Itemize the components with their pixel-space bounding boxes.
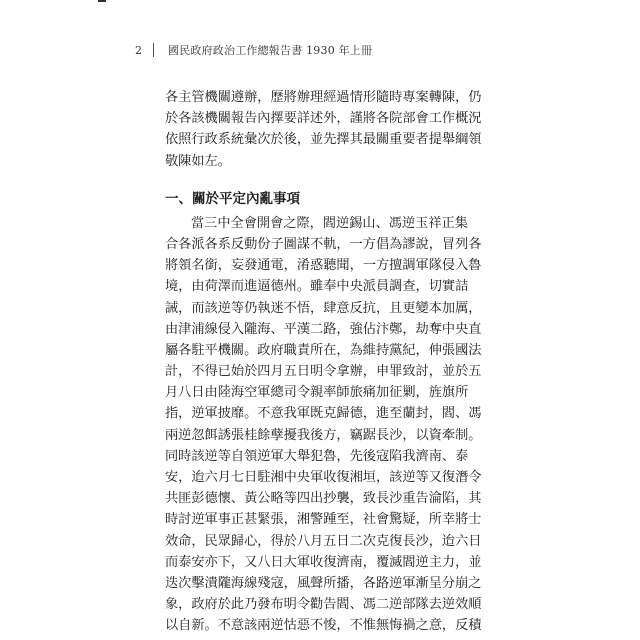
section-paragraph (165, 213, 485, 637)
text-line: 共匪彭德懷、黃公略等四出抄襲，致長沙重告淪陷，其 (165, 491, 482, 507)
page-header (135, 42, 372, 58)
text-line: 依照行政系統彙次於後，並先擇其最關重要者提舉綱領 (165, 132, 482, 148)
text-line: 象，政府於此乃發布明令勸告閻、馮二逆部隊去逆效順 (165, 597, 482, 613)
top-edge-mark (98, 0, 106, 2)
text-line: 當三中全會開會之際，閻逆錫山、馮逆玉祥正集 (191, 215, 468, 231)
header-divider (153, 43, 154, 57)
text-line: 安，迨六月七日駐湘中央軍收復湘垣，該逆等又復潛令 (165, 470, 482, 485)
page-body (165, 87, 485, 637)
text-line: 合各派各系反動份子圖謀不軌，一方倡為謬說，冒列各 (165, 236, 482, 252)
page-number: 2 (135, 43, 142, 57)
text-line: 同時該逆等自領逆軍大舉犯魯，先後寇陷我濟南、泰 (165, 448, 469, 464)
section-heading: 一、關於平定內亂事項 (165, 190, 300, 207)
running-title: 國民政府政治工作總報告書 1930 年上冊 (168, 44, 373, 57)
text-line: 兩逆忽餌誘張桂餘孽擾我後方，竊踞長沙，以資牽制。 (165, 427, 482, 443)
intro-paragraph (165, 87, 485, 172)
text-line: 屬各駐平機關。政府職責所在，為維持黨紀，伸張國法 (165, 342, 482, 358)
text-line: 境，由荷澤而進逼德州。雖奉中央派員調查，切實詰 (165, 279, 469, 295)
text-line: 效命，民眾歸心，得於八月五日二次克復長沙，迨六日 (165, 533, 482, 549)
text-line: 各主管機關遵辦，歷將辦理經過情形隨時專案轉陳，仍 (165, 90, 482, 105)
text-line: 敬陳如左。 (165, 153, 231, 169)
text-line: 月八日由陸海空軍總司令親率師旅痛加征剿，旌旗所 (165, 385, 469, 401)
text-line: 誡，而該逆等仍執迷不悟，肆意反抗，且更變本加厲， (165, 300, 482, 316)
text-line: 由津浦線侵入隴海、平漢二路，強佔汴鄭，劫奪中央直 (165, 321, 482, 337)
text-line: 指，逆軍披靡。不意我軍既克歸德，進至蘭封，閻、馮 (165, 406, 482, 422)
text-line: 將領名銜，妄發通電，淆惑聽聞，一方擅調軍隊侵入魯 (165, 258, 482, 274)
text-line: 而泰安亦下，又八日大軍收復濟南，覆滅閻逆主力，並 (165, 554, 482, 570)
text-line: 時討逆軍事正甚緊張，湘警踵至，社會驚疑，所幸將士 (165, 512, 482, 528)
text-line: 於各該機關報告內擇要詳述外，謹將各院部會工作概況 (165, 111, 482, 127)
text-line: 迭次擊潰隴海線殘寇，風聲所播，各路逆軍漸呈分崩之 (165, 575, 482, 591)
text-line: 計，不得已始於四月五日明令拿辦，申罪致討，並於五 (165, 364, 482, 380)
text-line: 以自新。不意該兩逆怙惡不悛，不惟無悔禍之意，反積 (165, 618, 482, 634)
